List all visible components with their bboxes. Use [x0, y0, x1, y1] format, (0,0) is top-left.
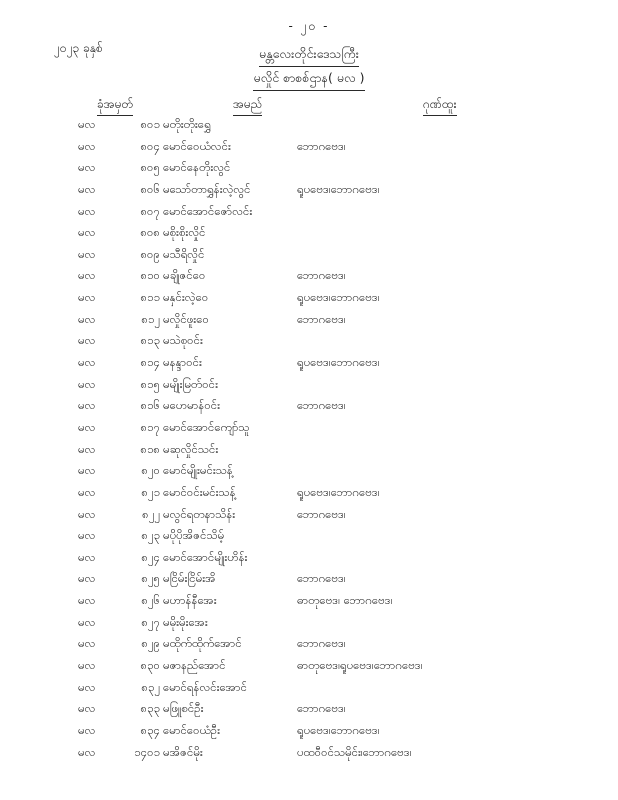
series-code: မလ — [78, 722, 96, 737]
student-name: မချိုဇင်ဝေ — [163, 268, 206, 283]
table-row — [0, 265, 618, 287]
table-row — [0, 677, 618, 699]
roll-number: ၈၁၆ — [140, 398, 160, 413]
series-code: မလ — [78, 376, 96, 391]
roll-number: ၈၂၁ — [141, 484, 160, 499]
series-code: မလ — [78, 528, 96, 543]
table-row — [0, 568, 618, 590]
distinction-subjects: ရူပဗေဒ၊ဘောဂဗေဒ၊ — [297, 181, 380, 196]
student-name: မသဲစုဝင်း — [163, 333, 203, 348]
column-header-distinction: ဂုဏ်ထူး — [423, 96, 457, 116]
student-name: မောင်ဝေယံဦး — [163, 722, 221, 737]
distinction-subjects: ဓာတုဗေဒ၊ ဘောဂဗေဒ၊ — [297, 593, 393, 608]
column-header-name: အမည် — [233, 96, 262, 116]
roll-number: ၈၃၂ — [141, 679, 160, 694]
table-row — [0, 201, 618, 223]
distinction-subjects: ပထဝီဝင်သမိုင်း၊ဘောဂဗေဒ၊ — [297, 744, 412, 759]
page-number: - ၂၀ - — [288, 19, 330, 33]
student-name: မထိုက်ထိုက်အောင် — [163, 636, 242, 651]
series-code: မလ — [78, 117, 96, 131]
student-name: မသော်တာရွှန်းလဲ့လွင် — [163, 181, 251, 196]
series-code: မလ — [78, 463, 96, 478]
table-row — [0, 460, 618, 482]
table-row — [0, 742, 618, 764]
roll-number: ၈၀၆ — [140, 181, 160, 196]
series-code: မလ — [78, 138, 96, 153]
roll-number: ၈၀၉ — [140, 246, 160, 261]
results-table — [0, 114, 618, 763]
student-name: မောင်အောင်မျိုးဟိန်း — [163, 549, 248, 564]
table-row — [0, 374, 618, 396]
table-row — [0, 439, 618, 461]
table-row — [0, 244, 618, 266]
roll-number: ၈၁၂ — [141, 311, 160, 326]
table-row — [0, 590, 618, 612]
student-name: မဟာန်နီအေး — [163, 593, 217, 608]
series-code: မလ — [78, 614, 96, 629]
roll-number: ၈၁၈ — [140, 441, 160, 456]
student-name: မလွင်ရတနာသိန်း — [163, 506, 236, 521]
table-row — [0, 114, 618, 136]
student-name: မဆုလှိုင်သင်း — [163, 441, 219, 456]
distinction-subjects: ရူပဗေဒ၊ဘောဂဗေဒ၊ — [297, 290, 380, 305]
student-name: မောင်နေတိုးလွင် — [163, 160, 231, 175]
table-row — [0, 222, 618, 244]
roll-number: ၈၀၇ — [140, 203, 160, 218]
distinction-subjects: ရူပဗေဒ၊ဘောဂဗေဒ၊ — [297, 722, 380, 737]
series-code: မလ — [78, 701, 96, 716]
distinction-subjects: ဘောဂဗေဒ၊ — [297, 571, 346, 586]
roll-number: ၈၂၄ — [141, 549, 160, 564]
table-row — [0, 157, 618, 179]
roll-number: ၈၂၃ — [141, 528, 160, 543]
series-code: မလ — [78, 441, 96, 456]
student-name: မငြိမ်းငြိမ်းအိ — [163, 571, 216, 586]
roll-number: ၈၂၆ — [141, 593, 160, 608]
distinction-subjects: ရူပဗေဒ၊ဘောဂဗေဒ၊ — [297, 484, 380, 499]
series-code: မလ — [78, 181, 96, 196]
roll-number: ၈၀၅ — [140, 160, 160, 175]
distinction-subjects: ရူပဗေဒ၊ဘောဂဗေဒ၊ — [297, 355, 380, 370]
table-row — [0, 417, 618, 439]
table-row — [0, 698, 618, 720]
student-name: မောင်အောင်ဇော်လင်း — [163, 203, 253, 218]
region-title-line — [0, 46, 618, 67]
student-name: မောင်ဝင်းမင်းသန့် — [163, 484, 236, 499]
series-code: မလ — [78, 658, 96, 673]
series-code: မလ — [78, 311, 96, 326]
table-row — [0, 547, 618, 569]
table-row — [0, 525, 618, 547]
table-row — [0, 633, 618, 655]
roll-number: ၈၃၄ — [140, 722, 160, 737]
series-code: မလ — [78, 203, 96, 218]
table-row — [0, 720, 618, 742]
series-code: မလ — [78, 419, 96, 434]
series-code: မလ — [78, 333, 96, 348]
region-title: မန္တလေးတိုင်းဒေသကြီး — [259, 46, 359, 67]
distinction-subjects: ဘောဂဗေဒ၊ — [297, 636, 346, 651]
student-name: မောင်ဝေယံလင်း — [163, 138, 231, 153]
column-header-roll-number: ခုံအမှတ် — [97, 96, 133, 116]
series-code: မလ — [78, 593, 96, 608]
student-name: မတိုးတိုးရွှေ — [163, 117, 211, 131]
roll-number: ၈၀၈ — [140, 225, 160, 240]
table-row — [0, 179, 618, 201]
series-code: မလ — [78, 679, 96, 694]
roll-number: ၈၀၄ — [140, 138, 160, 153]
series-code: မလ — [78, 246, 96, 261]
series-code: မလ — [78, 355, 96, 370]
distinction-subjects: ဘောဂဗေဒ၊ — [297, 311, 346, 326]
roll-number: ၈၁၁ — [140, 290, 160, 305]
student-name: မသီရိလှိုင် — [163, 246, 205, 261]
series-code: မလ — [78, 484, 96, 499]
series-code: မလ — [78, 268, 96, 283]
student-name: မနန္ဒာဝင်း — [163, 355, 202, 370]
table-row — [0, 287, 618, 309]
series-code: မလ — [78, 290, 96, 305]
roll-number: ၈၂၅ — [141, 571, 160, 586]
roll-number: ၈၁၃ — [140, 333, 160, 348]
student-name: မပိုပိုအိဇင်သိမ့် — [163, 528, 225, 543]
roll-number: ၈၃၃ — [140, 701, 160, 716]
student-name: မောင်ရန်လင်းအောင် — [163, 679, 248, 694]
series-code: မလ — [78, 398, 96, 413]
table-row — [0, 309, 618, 331]
series-code: မလ — [78, 636, 96, 651]
student-name: မောင်အောင်ကျော်သူ — [163, 419, 250, 434]
table-row — [0, 136, 618, 158]
student-name: မဟေမာန်ဝင်း — [163, 398, 221, 413]
table-row — [0, 395, 618, 417]
student-name: မစိုးစိုးလှိုင် — [163, 225, 206, 240]
series-code: မလ — [78, 744, 96, 759]
distinction-subjects: ဘောဂဗေဒ၊ — [297, 138, 346, 153]
distinction-subjects: ဘောဂဗေဒ၊ — [297, 506, 346, 521]
student-name: မမိုးမိုးအေး — [163, 614, 208, 629]
distinction-subjects: ဘောဂဗေဒ၊ — [297, 268, 346, 283]
table-row — [0, 330, 618, 352]
student-name: မလှိုင်ဖူးဝေ — [163, 311, 209, 326]
series-code: မလ — [78, 549, 96, 564]
roll-number: ၈၁၅ — [140, 376, 160, 391]
student-name: မဇာနည်အောင် — [163, 658, 226, 673]
distinction-subjects: ဓာတုဗေဒ၊ရူပဗေဒ၊ဘောဂဗေဒ၊ — [297, 658, 423, 673]
table-row — [0, 482, 618, 504]
student-name: မနှင်းလဲ့ဝေ — [163, 290, 209, 305]
table-row — [0, 504, 618, 526]
series-code: မလ — [78, 506, 96, 521]
series-code: မလ — [78, 571, 96, 586]
roll-number: ၈၂၂ — [142, 506, 160, 521]
exam-center-line — [0, 70, 618, 91]
year-label: ၂၀၂၃ ခုနှစ် — [54, 41, 103, 55]
roll-number: ၈၂၇ — [141, 614, 160, 629]
student-name: မဖြူစင်ဦး — [163, 701, 204, 716]
exam-center-title: မလှိုင် စာစစ်ဌာန( မလ ) — [253, 70, 364, 91]
distinction-subjects: ဘောဂဗေဒ၊ — [297, 398, 346, 413]
student-name: မောင်မျိုးမင်းသန့် — [163, 463, 233, 478]
distinction-subjects: ဘောဂဗေဒ၊ — [297, 701, 346, 716]
roll-number: ၈၃၀ — [140, 658, 160, 673]
student-name: မမျိုးမြတ်ဝင်း — [163, 376, 218, 391]
series-code: မလ — [78, 225, 96, 240]
series-code: မလ — [78, 160, 96, 175]
table-row — [0, 655, 618, 677]
roll-number: ၈၂၀ — [141, 463, 160, 478]
roll-number: ၈၀၁ — [140, 117, 160, 131]
table-row — [0, 612, 618, 634]
table-row — [0, 352, 618, 374]
roll-number: ၈၁၄ — [140, 355, 160, 370]
student-name: မအိဇင်မိုး — [163, 744, 203, 759]
roll-number: ၈၂၉ — [141, 636, 160, 651]
roll-number: ၈၁၀ — [140, 268, 160, 283]
roll-number: ၈၁၇ — [140, 419, 160, 434]
roll-number: ၁၄၀၁ — [134, 744, 160, 759]
